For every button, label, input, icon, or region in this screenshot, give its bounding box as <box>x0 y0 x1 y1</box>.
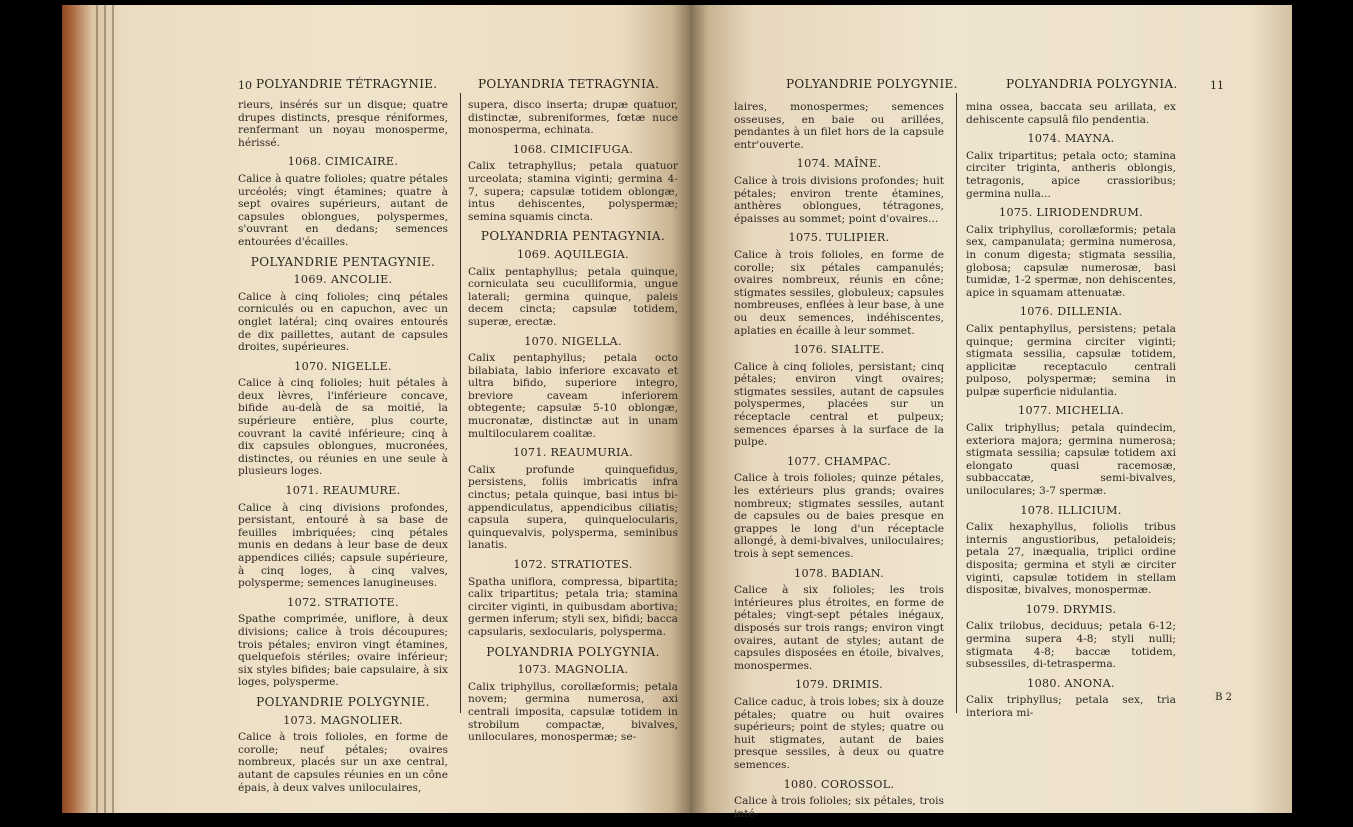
right-page <box>690 5 1292 820</box>
signature-mark: B 2 <box>1215 692 1232 703</box>
paragraph: Calix hexaphyllus, foliolis tribus internis angustioribus, petaloideis; petala 27, inæqualia, triplici ordine disposita; germina et styli æ circiter viginti, capsulæ totidem in stellam dispositæ, bivalves, monospermæ. <box>966 521 1176 597</box>
column-rule <box>956 93 957 713</box>
paragraph: Calix trilobus, deciduus; petala 6-12; germina supera 4-8; styli nulli; stigmata 4-8; baccæ totidem, subsessiles, di-tetrasperma. <box>966 620 1176 671</box>
paragraph: Calice à cinq folioles, persistant; cinq pétales; environ vingt ovaires; stigmates sessiles, autant de capsules polyspermes, placées sur un réceptacle central et pulpeux; semences éparses à la surface de la pulpe. <box>734 360 944 449</box>
running-head-la: POLYANDRIA TETRAGYNIA. <box>478 77 660 91</box>
entry-heading: 1079. DRIMIS. <box>795 678 883 692</box>
running-head-fr: POLYANDRIE POLYGYNIE. <box>786 77 958 91</box>
entry-heading: 1074. MAYNA. <box>1027 132 1115 146</box>
paragraph: Calix triphyllus; petala quindecim, exteriora majora; germina numerosa; stigmata sessilia; capsulæ totidem axi elongato quasi racemosæ, subbaccatæ, semi-bivalves, uniloculares; 3-7 spermæ. <box>966 422 1176 498</box>
paragraph: Calix profunde quinquefidus, persistens, foliis imbricatis infra cinctus; petala quinque, basi intus bi-appendiculatus, appendicibus ciliatis; capsula supera, quinquelocularis, quinquevalvis, polysperma, seminibus lanatis. <box>468 463 678 552</box>
entry-heading: 1080. COROSSOL. <box>783 777 895 791</box>
paragraph: Calix triphyllus, corollæformis; petala sex, campanulata; germina numerosa, in conum digesta; stigmata sessilia, globosa; capsulæ numerosæ, basi tumidæ, 1-2 spermæ, non dehiscentes, apice in squamam attenuatæ. <box>966 223 1176 299</box>
left-page <box>62 5 690 813</box>
entry-heading: 1070. NIGELLE. <box>294 359 392 373</box>
page-number: 11 <box>1210 79 1224 92</box>
entry-heading: 1073. MAGNOLIA. <box>517 663 629 677</box>
paragraph: Spatha uniflora, compressa, bipartita; calix tripartitus; petala tria; stamina circiter viginti, in quibusdam abortiva; germen inferum; styli sex, bifidi; bacca capsularis, sexlocularis, polysperma. <box>468 575 678 638</box>
entry-heading: 1072. STRATIOTES. <box>513 558 633 571</box>
column-french <box>734 101 944 827</box>
entry-heading: 1071. REAUMURE. <box>285 484 401 498</box>
book-spread <box>62 5 1292 820</box>
paragraph: Calice à trois folioles, en forme de corolle; six pétales campanulés; ovaires nombreux, réunis en cône; stigmates sessiles, globuleux; capsules nombreuses, enflées à leur base, à une ou deux semences, indéhiscentes, aplaties en écaille à leur sommet. <box>734 248 944 337</box>
entry-heading: 1072. STRATIOTE. <box>287 595 399 609</box>
entry-heading: 1073. MAGNOLIER. <box>283 713 403 727</box>
paragraph: Calice à trois folioles; six pétales, trois inté- <box>734 795 944 820</box>
entry-heading: 1075. LIRIODENDRUM. <box>999 206 1143 220</box>
entry-heading: 1075. TULIPIER. <box>788 231 890 245</box>
paragraph: Calix pentaphyllus; petala quinque, corniculata seu cuculliformia, ungue laterali; germina quinque, paleis decem cincta; capsulæ totidem, superæ, erectæ. <box>468 265 678 328</box>
paragraph: Calice à quatre folioles; quatre pétales urcéolés; vingt étamines; quatre à sept ovaires supérieurs, autant de capsules oblongues, polyspermes, s'ouvrant en dedans; semences entourées d'écailles. <box>238 172 448 248</box>
paragraph: Calice à trois divisions profondes; huit pétales; environ trente étamines, anthères oblongues, tétragones, épaisses au sommet; point d'ovaires... <box>734 174 944 225</box>
paragraph: Calix triphyllus; petala sex, tria interiora mi- <box>966 694 1176 719</box>
entry-heading: 1074. MAÎNE. <box>796 157 882 171</box>
column-latin <box>468 99 678 751</box>
entry-heading: 1077. CHAMPAC. <box>787 454 891 468</box>
paragraph: Calix tripartitus; petala octo; stamina circiter triginta, antheris oblongis, tetragonis, apice crassioribus; germina nulla... <box>966 149 1176 200</box>
column-french <box>238 99 448 801</box>
paragraph: Calice caduc, à trois lobes; six à douze pétales; quatre ou huit ovaires supérieurs; point de styles; quatre ou huit stigmates, autant de baies presque sessiles, à deux ou quatre semences. <box>734 695 944 771</box>
entry-heading: 1070. NIGELLA. <box>524 334 622 348</box>
paragraph: Calice à trois folioles, en forme de corolle; neuf pétales; ovaires nombreux, placés sur un axe central, autant de capsules réunies en un cône épais, à deux valves uniloculaires, <box>238 731 448 794</box>
entry-heading: 1071. REAUMURIA. <box>513 446 633 460</box>
entry-heading: 1079. DRYMIS. <box>1025 602 1117 616</box>
paragraph: Calice à cinq folioles; cinq pétales corniculés ou en capuchon, avec un onglet latéral; cinq ovaires entourés de dix paillettes, autant de capsules droites, supérieures. <box>238 290 448 354</box>
paragraph: Spathe comprimée, uniflore, à deux divisions; calice à trois découpures; trois pétales; environ vingt étamines, quelquefois stériles; ovaire inférieur; six styles bifides; baie capsulaire, à six loges, polysperme. <box>238 613 448 689</box>
entry-heading: 1069. ANCOLIE. <box>293 273 393 287</box>
paragraph: laires, monospermes; semences osseuses, en baie ou arillées, pendantes à un filet hors de la capsule entr'ouverte. <box>734 101 944 151</box>
section-heading: POLYANDRIE POLYGYNIE. <box>256 694 430 709</box>
paragraph: Calix pentaphyllus; petala octo bilabiata, labio inferiore excavato et ultra bifido, superiore integro, breviore caveam inferiorem obtegente; capsulæ 5-10 oblongæ, mucronatæ, distinctæ aut in unam multilocularem coalitæ. <box>468 352 678 440</box>
entry-heading: 1080. ANONA. <box>1027 676 1115 690</box>
section-heading: POLYANDRIA PENTAGYNIA. <box>480 229 666 244</box>
page-edge <box>96 5 98 813</box>
page-edge <box>112 5 114 813</box>
entry-heading: 1078. BADIAN. <box>794 566 884 580</box>
entry-heading: 1077. MICHELIA. <box>1018 404 1124 418</box>
entry-heading: 1076. DILLENIA. <box>1019 305 1123 319</box>
paragraph: supera, disco inserta; drupæ quatuor, distinctæ, subreniformes, fœtæ nuce monosperma, echinata. <box>468 99 678 137</box>
running-head-fr: POLYANDRIE TÉTRAGYNIE. <box>256 77 438 91</box>
paragraph: rieurs, insérés sur un disque; quatre drupes distincts, presque réniformes, renfermant un noyau monosperme, hérissé. <box>238 99 448 149</box>
entry-heading: 1068. CIMICIFUGA. <box>512 142 634 156</box>
column-rule <box>460 93 461 713</box>
paragraph: Calix triphyllus, corollæformis; petala novem; germina numerosa, axi centrali imposita, capsulæ totidem in strobilum compactæ, bivalves, uniloculares, monospermæ; se- <box>468 680 678 744</box>
entry-heading: 1078. ILLICIUM. <box>1020 503 1122 517</box>
section-heading: POLYANDRIA POLYGYNIA. <box>486 644 660 659</box>
paragraph: Calice à six folioles; les trois intérieures plus étroites, en forme de pétales; vingt-sept pétales inégaux, disposés sur trois rangs; environ vingt ovaires, autant de styles; autant de capsules disposées en étoile, bivalves, monospermes. <box>734 584 944 672</box>
entry-heading: 1068. CIMICAIRE. <box>287 155 399 169</box>
page-number: 10 <box>238 79 252 92</box>
section-heading: POLYANDRIE PENTAGYNIE. <box>250 254 436 269</box>
paragraph: Calice à cinq divisions profondes, persistant, entouré à sa base de feuilles imbriquées; cinq pétales munis en dedans à leur base de deux appendices ciliés; capsule supérieure, à cinq loges, à cinq valves, polysperme; semences lanugineuses. <box>238 501 448 590</box>
entry-heading: 1076. SIALITE. <box>793 343 885 357</box>
paragraph: Calice à cinq folioles; huit pétales à deux lèvres, l'inférieure concave, bifide au-delà de sa moitié, la supérieure entière, plus courte, couvrant la cavité inférieure; cinq à dix capsules oblongues, mucronées, distinctes, ou réunies en une seule à plusieurs loges. <box>238 377 448 478</box>
running-head-la: POLYANDRIA POLYGYNIA. <box>1006 77 1178 91</box>
paragraph: Calix pentaphyllus, persistens; petala quinque; germina circiter viginti; stigmata sessilia, capsulæ totidem, applicitæ receptaculo centrali pulposo, polyspermæ; semina in pulpæ superficie nidulantia. <box>966 322 1176 398</box>
column-latin <box>966 101 1176 727</box>
paragraph: mina ossea, baccata seu arillata, ex dehiscente capsulâ filo pendentia. <box>966 101 1176 126</box>
entry-heading: 1069. AQUILEGIA. <box>516 247 630 261</box>
page-edge <box>104 5 106 813</box>
paragraph: Calice à trois folioles; quinze pétales, les extérieurs plus grands; ovaires nombreux; stigmates sessiles, autant de capsules ou de baies presque en grappes le long d'un réceptacle allongé, à demi-bivalves, uniloculaires; trois à sept semences. <box>734 472 944 560</box>
paragraph: Calix tetraphyllus; petala quatuor urceolata; stamina viginti; germina 4-7, supera; capsulæ totidem oblongæ, intus dehiscentes, polyspermæ; semina squamis cincta. <box>468 160 678 223</box>
